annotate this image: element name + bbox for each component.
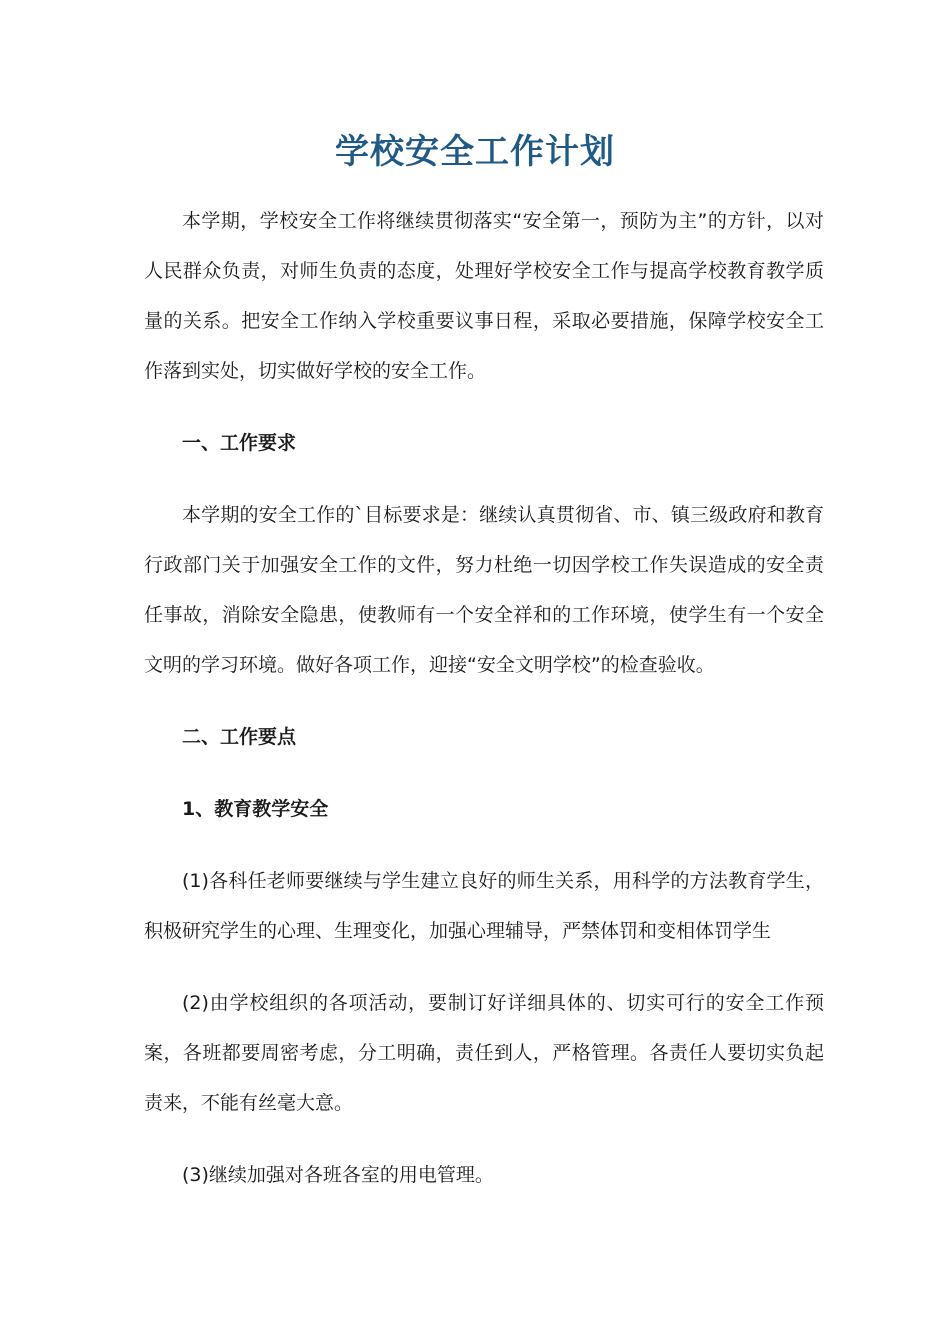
document-title: 学校安全工作计划 (335, 132, 615, 172)
subsection-heading-teaching-safety: 1、教育教学安全 (182, 798, 329, 820)
requirements-paragraph: 本学期的安全工作的`目标要求是：继续认真贯彻省、市、镇三级政府和教育行政部门关于加强安全工作的文件，努力杜绝一切因学校工作失误造成的安全责任事故，消除安全隐患，使教师有一个安全祥和的工作环境，使学生有一个安全文明的学习环境。做好各项工作，迎接“安全文明学校”的检查验收。 (144, 504, 824, 676)
list-item-electricity-management: (3)继续加强对各班各室的用电管理。 (182, 1164, 494, 1186)
intro-paragraph: 本学期，学校安全工作将继续贯彻落实“安全第一，预防为主”的方针，以对人民群众负责，对师生负责的态度，处理好学校安全工作与提高学校教育教学质量的关系。把安全工作纳入学校重要议事日程，采取必要措施，保障学校安全工作落到实处，切实做好学校的安全工作。 (144, 210, 824, 382)
section-heading-requirements: 一、工作要求 (182, 432, 297, 454)
list-item-teacher-relations: (1)各科任老师要继续与学生建立良好的师生关系，用科学的方法教育学生，积极研究学生的心理、生理变化，加强心理辅导，严禁体罚和变相体罚学生 (144, 870, 824, 942)
section-heading-key-points: 二、工作要点 (182, 726, 297, 748)
list-item-activity-plans: (2)由学校组织的各项活动，要制订好详细具体的、切实可行的安全工作预案，各班都要周密考虑，分工明确，责任到人，严格管理。各责任人要切实负起责来，不能有丝毫大意。 (144, 992, 824, 1114)
